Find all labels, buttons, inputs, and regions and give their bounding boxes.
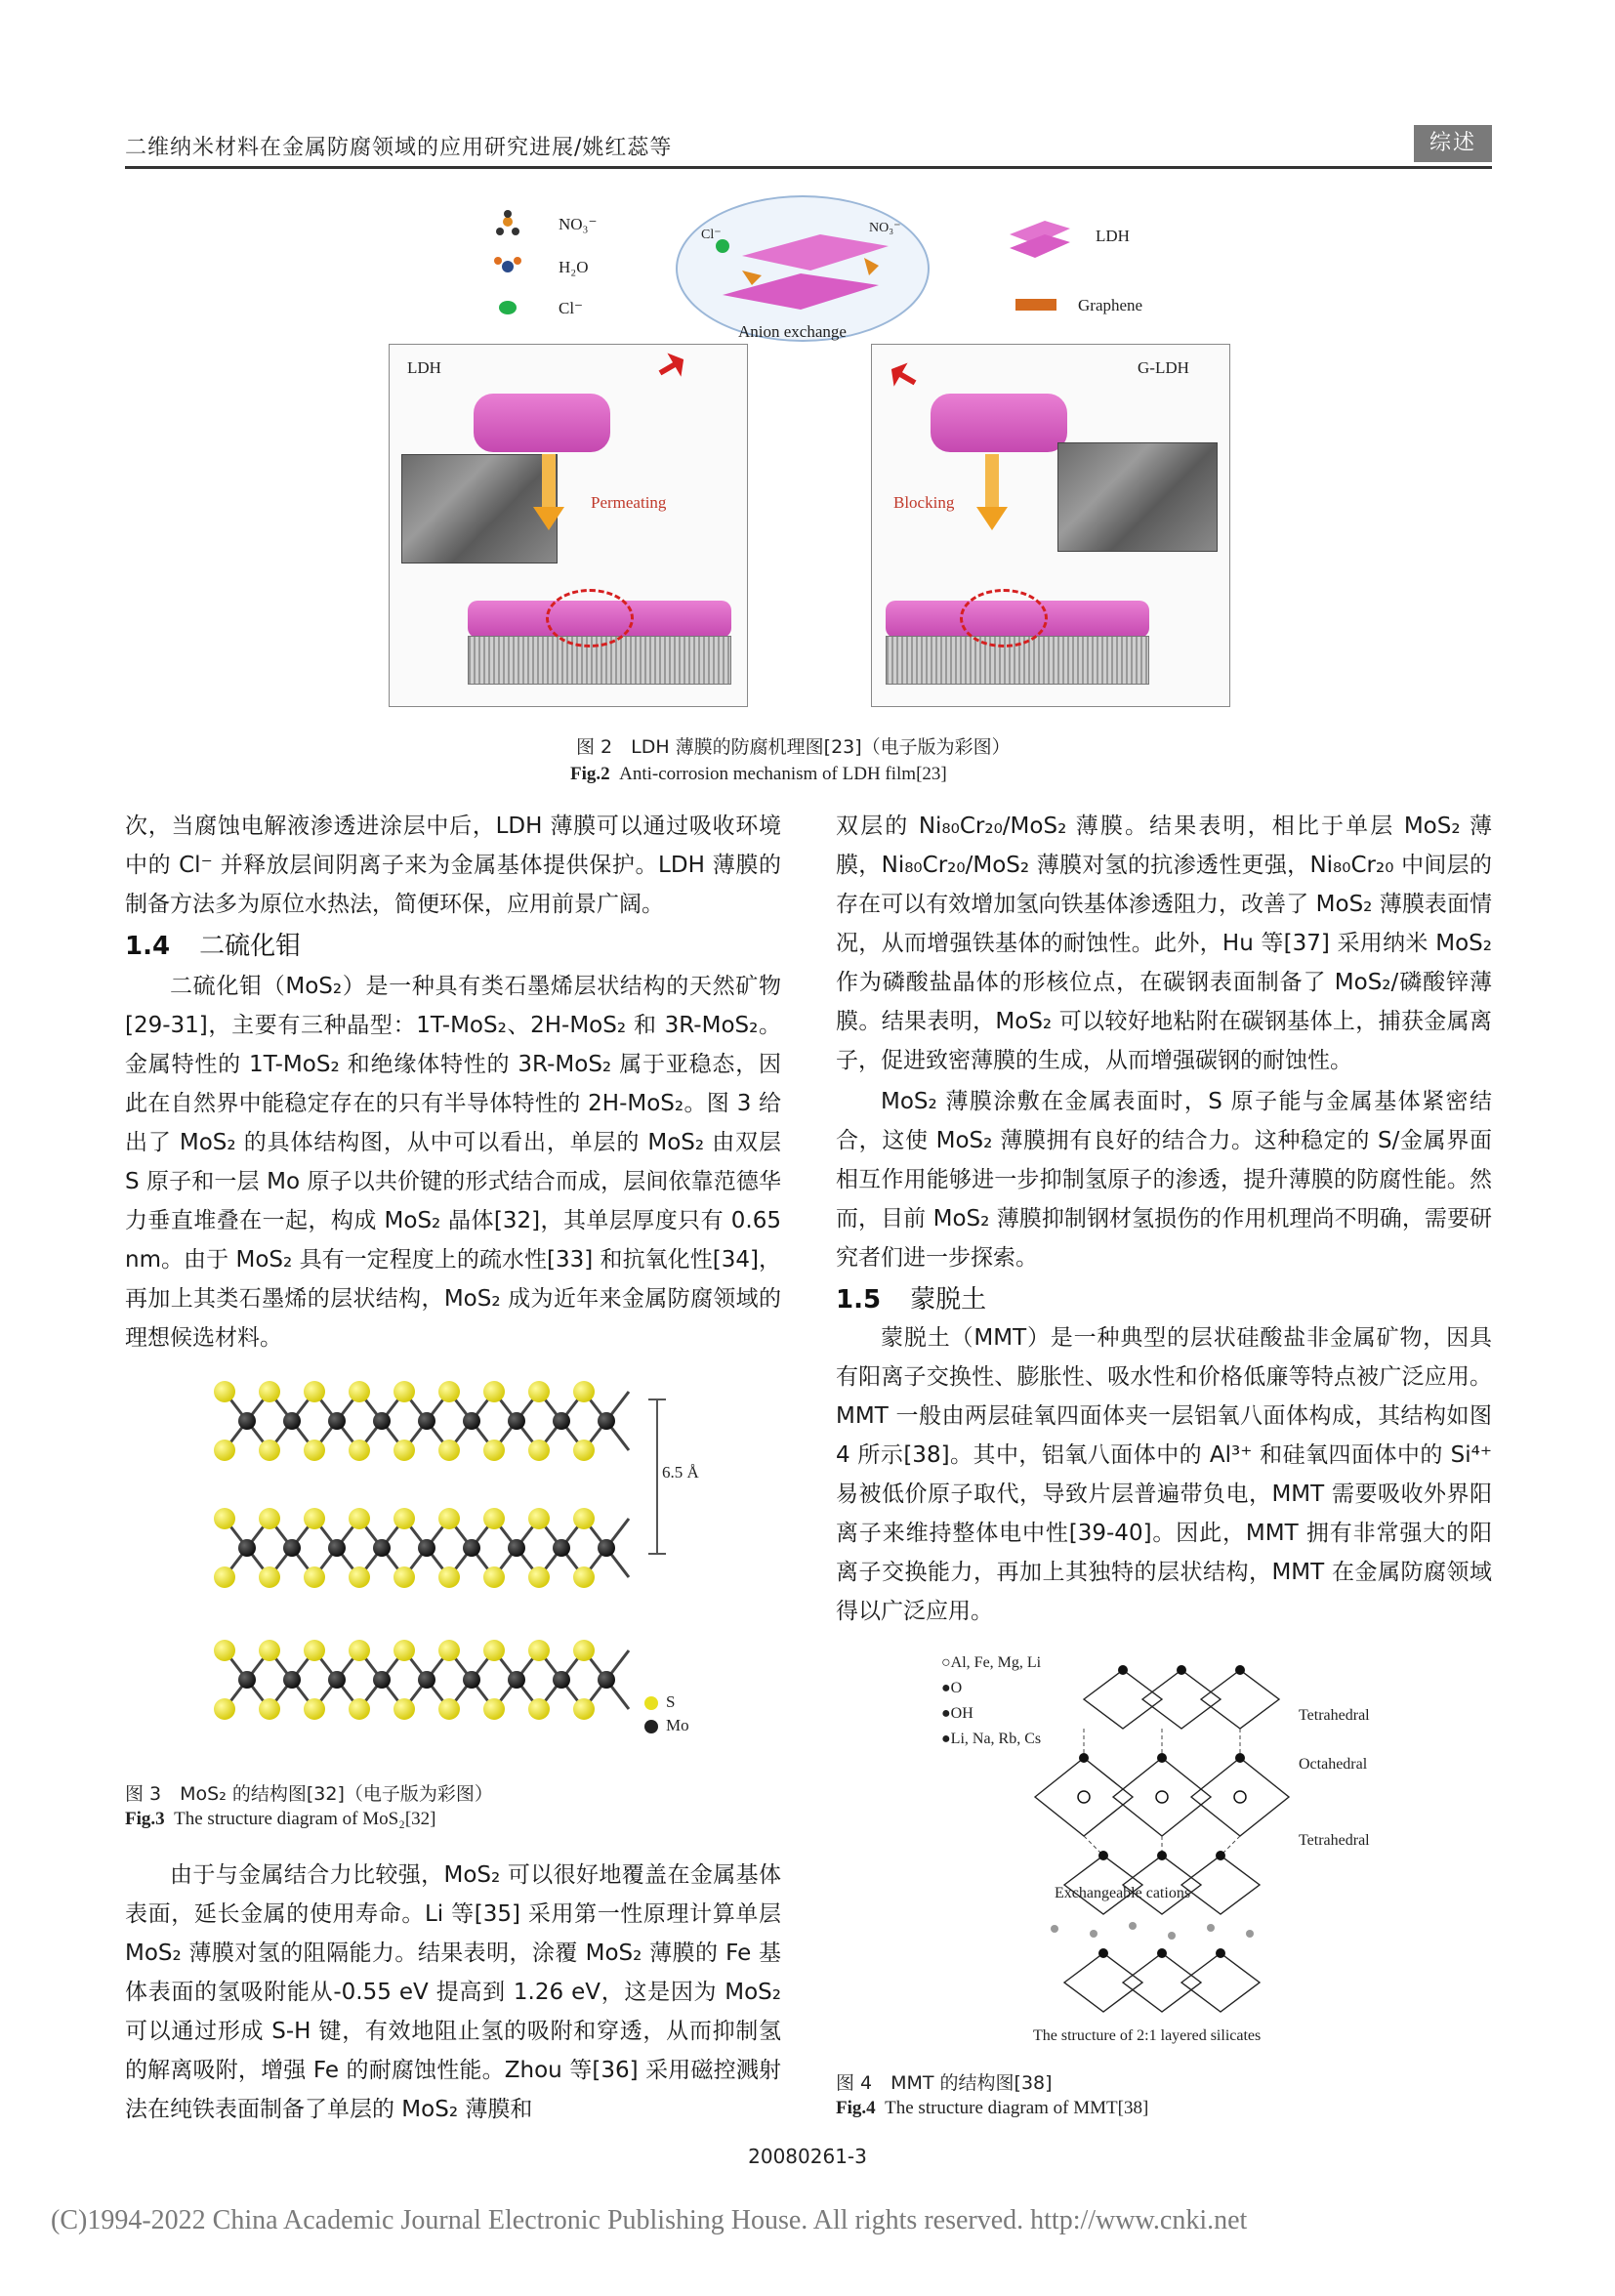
- section-1-5-heading: [836, 1279, 986, 1315]
- tetrahedral-top-label: Tetrahedral: [1299, 1707, 1370, 1724]
- s-atom: [438, 1381, 460, 1402]
- fig4-caption-cn: 图 4 MMT 的结构图[38]: [836, 2072, 1053, 2094]
- s-atom: [214, 1698, 235, 1720]
- mo-atom: [283, 1671, 301, 1689]
- cl-icon: [499, 301, 517, 314]
- s-atom: [483, 1566, 505, 1588]
- mo-atom: [238, 1412, 256, 1430]
- s-atom: [528, 1508, 550, 1529]
- fig4-caption-en-prefix: Fig.4: [836, 2098, 876, 2118]
- left-para-3-text: 由于与金属结合力比较强，MoS₂ 可以很好地覆盖在金属基体表面，延长金属的使用寿命。Li 等[35] 采用第一性原理计算单层 MoS₂ 薄膜对氢的阻隔能力。结果表明，涂覆 MoS₂ 薄膜的 Fe 基体表面的氢吸附能从-0.55 eV 提高到 1.26 eV，这是因为 MoS₂ 可以通过形成 S-H 键，有效地阻止氢的吸附和穿透，从而抑制氢的解离吸附，增强 Fe 的耐腐蚀性能。Zhou 等[36] 采用磁控溅射法在纯铁表面制备了单层的 MoS₂ 薄膜和: [125, 1862, 781, 2122]
- s-atom: [214, 1508, 235, 1529]
- s-atom: [304, 1640, 325, 1661]
- section-1-4-title: 二硫化钼: [199, 932, 302, 961]
- mo-atom: [373, 1412, 391, 1430]
- g-ldh-film-top: [931, 394, 1067, 452]
- blocking-highlight: [960, 589, 1048, 647]
- s-atom: [259, 1566, 280, 1588]
- s-atom: [259, 1440, 280, 1461]
- fig3-caption-cn: 图 3 MoS₂ 的结构图[32]（电子版为彩图）: [125, 1783, 493, 1805]
- s-atom: [483, 1508, 505, 1529]
- s-atom: [214, 1640, 235, 1661]
- spacing-bracket-bottom: [648, 1553, 666, 1555]
- center-cl: Cl⁻: [701, 228, 722, 242]
- mo-atom: [463, 1539, 480, 1557]
- s-atom: [573, 1640, 595, 1661]
- exchangeable-cations-label: Exchangeable cations: [1055, 1885, 1191, 1901]
- legend-ldh: LDH: [1096, 227, 1130, 245]
- running-header-title: 二维纳米材料在金属防腐领域的应用研究进展/姚红蕊等: [125, 136, 673, 160]
- sem-image-right: [1057, 442, 1218, 552]
- red-arrow-icon: [653, 348, 690, 385]
- anion-exchange-label: Anion exchange: [738, 322, 847, 341]
- s-atom: [214, 1566, 235, 1588]
- legend-oxygen: ●O: [941, 1680, 963, 1696]
- mo-atom: [418, 1539, 435, 1557]
- fig2-caption-en-text: Anti-corrosion mechanism of LDH film[23]: [619, 764, 947, 784]
- s-atom: [349, 1381, 370, 1402]
- blocking-arrow-shaft: [985, 454, 999, 509]
- s-atom: [438, 1508, 460, 1529]
- s-atom-icon: [644, 1696, 658, 1710]
- legend-no3: NO₃⁻: [559, 215, 598, 233]
- spacing-bracket-top: [648, 1398, 666, 1400]
- mo-atom: [553, 1412, 570, 1430]
- ldh-film-top: [474, 394, 610, 452]
- fig4-caption-en-text: The structure diagram of MMT[38]: [885, 2098, 1149, 2118]
- s-atom: [438, 1566, 460, 1588]
- blocking-arrow-icon: [976, 507, 1008, 530]
- copyright-notice: (C)1994-2022 China Academic Journal Electronic Publishing House. All rights reserved. http://www.cnki.net: [51, 2205, 1248, 2235]
- right-para-3-text: 蒙脱土（MMT）是一种典型的层状硅酸盐非金属矿物，因具有阳离子交换性、膨胀性、吸水性和价格低廉等特点被广泛应用。MMT 一般由两层硅氧四面体夹一层铝氧八面体构成，其结构如图 4 所示[38]。其中，铝氧八面体中的 Al³⁺ 和硅氧四面体中的 Si⁴⁺ 易被低价原子取代，导致片层普遍带负电，MMT 需要吸收外界阳离子来维持整体电中性[39-40]。因此，MMT 拥有非常强大的阳离子交换能力，再加上其独特的层状结构，MMT 在金属防腐领域得以广泛应用。: [836, 1325, 1492, 1624]
- s-atom: [438, 1440, 460, 1461]
- section-tag: 综述: [1414, 125, 1492, 162]
- s-atom: [528, 1566, 550, 1588]
- s-atom: [349, 1640, 370, 1661]
- fig2-legend-icons: [488, 210, 547, 327]
- mmt-subtitle: The structure of 2:1 layered silicates: [1033, 2027, 1262, 2044]
- right-para-2-text: MoS₂ 薄膜涂敷在金属表面时，S 原子能与金属基体紧密结合，这使 MoS₂ 薄膜拥有良好的结合力。这种稳定的 S/金属界面相互作用能够进一步抑制氢原子的渗透，提升薄膜的防腐性能。然而，目前 MoS₂ 薄膜抑制钢材氢损伤的作用机理尚不明确，需要研究者们进一步探索。: [836, 1089, 1492, 1271]
- fig3-caption-en-prefix: Fig.3: [125, 1809, 165, 1829]
- s-atom: [483, 1381, 505, 1402]
- s-atom: [393, 1566, 415, 1588]
- mo-atom: [508, 1539, 525, 1557]
- mo-atom: [328, 1539, 346, 1557]
- right-para-1: [836, 807, 1492, 1080]
- s-atom: [393, 1698, 415, 1720]
- fig2-caption-en: [570, 764, 947, 785]
- permeation-highlight: [546, 589, 634, 647]
- s-atom: [259, 1381, 280, 1402]
- permeating-arrow-shaft: [542, 454, 556, 509]
- mo-atom: [373, 1671, 391, 1689]
- right-para-1-text: 双层的 Ni₈₀Cr₂₀/MoS₂ 薄膜。结果表明，相比于单层 MoS₂ 薄膜，Ni₈₀Cr₂₀/MoS₂ 薄膜对氢的抗渗透性更强，Ni₈₀Cr₂₀ 中间层的存在可以有效增加氢向铁基体渗透阻力，改善了 MoS₂ 薄膜表面情况，从而增强铁基体的耐蚀性。此外，Hu 等[37] 采用纳米 MoS₂ 作为磷酸盐晶体的形核位点，在碳钢表面制备了 MoS₂/磷酸锌薄膜。结果表明，MoS₂ 可以较好地粘附在碳钢基体上，捕获金属离子，促进致密薄膜的生成，从而增强碳钢的耐蚀性。: [836, 814, 1492, 1073]
- mo-atom: [373, 1539, 391, 1557]
- s-atom: [393, 1508, 415, 1529]
- mo-atom: [283, 1539, 301, 1557]
- fig2-caption-cn: 图 2 LDH 薄膜的防腐机理图[23]（电子版为彩图）: [576, 736, 1011, 758]
- mos2-spacing: 6.5 Å: [662, 1463, 699, 1482]
- graphene-icon: [1015, 299, 1056, 311]
- left-para-3: [125, 1856, 781, 2129]
- s-atom: [349, 1566, 370, 1588]
- s-atom: [573, 1440, 595, 1461]
- legend-graphene: Graphene: [1078, 296, 1143, 314]
- mo-atom: [238, 1539, 256, 1557]
- center-no3: NO₃⁻: [869, 221, 901, 235]
- page-number: 20080261-3: [748, 2145, 867, 2168]
- left-para-2-text: 二硫化钼（MoS₂）是一种具有类石墨烯层状结构的天然矿物[29-31]，主要有三种晶型：1T-MoS₂、2H-MoS₂ 和 3R-MoS₂。金属特性的 1T-MoS₂ 和绝缘体特性的 3R-MoS₂ 属于亚稳态，因此在自然界中能稳定存在的只有半导体特性的 2H-MoS₂。图 3 给出了 MoS₂ 的具体结构图，从中可以看出，单层的 MoS₂ 由双层 S 原子和一层 Mo 原子以共价键的形式结合而成，层间依靠范德华力垂直堆叠在一起，构成 MoS₂ 晶体[32]，其单层厚度只有 0.65 nm。由于 MoS₂ 具有一定程度上的疏水性[33] 和抗氧化性[34]，再加上其类石墨烯的层状结构，MoS₂ 成为近年来金属防腐领域的理想候选材料。: [125, 974, 781, 1351]
- s-atom: [528, 1440, 550, 1461]
- mo-atom: [418, 1671, 435, 1689]
- s-atom: [528, 1381, 550, 1402]
- red-arrow-icon-right: [885, 357, 922, 395]
- mo-atom: [508, 1671, 525, 1689]
- s-atom: [528, 1698, 550, 1720]
- blocking-label: Blocking: [893, 493, 955, 512]
- s-atom: [349, 1440, 370, 1461]
- section-1-5-title: 蒙脱土: [910, 1285, 987, 1315]
- h2o-icon: [494, 257, 521, 272]
- permeating-label: Permeating: [591, 493, 667, 512]
- s-atom: [304, 1440, 325, 1461]
- mo-atom: [463, 1671, 480, 1689]
- tetrahedral-bottom-label: Tetrahedral: [1299, 1832, 1370, 1849]
- fig3-caption-en: [125, 1809, 435, 1830]
- s-atom: [438, 1698, 460, 1720]
- mo-atom: [463, 1412, 480, 1430]
- running-header: [125, 125, 1492, 164]
- fig2-caption-en-prefix: Fig.2: [570, 764, 610, 784]
- left-para-1-text: 次，当腐蚀电解液渗透进涂层中后，LDH 薄膜可以通过吸收环境中的 Cl⁻ 并释放层间阴离子来为金属基体提供保护。LDH 薄膜的制备方法多为原位水热法，简便环保，应用前景广阔。: [125, 814, 781, 917]
- s-atom: [259, 1508, 280, 1529]
- mo-atom: [238, 1671, 256, 1689]
- fig4-caption-en: [836, 2098, 1148, 2119]
- s-atom: [214, 1381, 235, 1402]
- s-atom: [573, 1698, 595, 1720]
- g-ldh-panel: [871, 344, 1230, 707]
- s-atom: [259, 1640, 280, 1661]
- right-para-3: [836, 1318, 1492, 1631]
- s-atom: [483, 1640, 505, 1661]
- s-atom: [393, 1640, 415, 1661]
- s-atom: [528, 1640, 550, 1661]
- left-para-2: [125, 967, 781, 1357]
- s-atom: [304, 1566, 325, 1588]
- legend-mo: Mo: [666, 1716, 689, 1734]
- s-atom: [304, 1698, 325, 1720]
- mo-atom: [598, 1539, 615, 1557]
- section-1-4-number: 1.4: [125, 932, 171, 961]
- g-ldh-panel-label: G-LDH: [1138, 358, 1189, 377]
- ldh-panel: [389, 344, 748, 707]
- mo-atom: [283, 1412, 301, 1430]
- s-atom: [393, 1381, 415, 1402]
- spacing-bracket: [656, 1398, 658, 1555]
- s-atom: [259, 1698, 280, 1720]
- s-atom: [573, 1508, 595, 1529]
- s-atom: [349, 1508, 370, 1529]
- right-para-2: [836, 1082, 1492, 1277]
- legend-hydroxyl: ●OH: [941, 1705, 973, 1722]
- s-atom: [304, 1381, 325, 1402]
- mo-atom: [553, 1539, 570, 1557]
- s-atom: [483, 1440, 505, 1461]
- mo-atom: [553, 1671, 570, 1689]
- mo-atom: [508, 1412, 525, 1430]
- mo-atom: [598, 1412, 615, 1430]
- header-rule: [125, 166, 1492, 169]
- legend-s: S: [666, 1692, 676, 1711]
- mmt-structure: [996, 1660, 1308, 2031]
- legend-exchange-cations: ●Li, Na, Rb, Cs: [941, 1731, 1042, 1747]
- s-atom: [573, 1381, 595, 1402]
- legend-cl: Cl⁻: [559, 299, 584, 317]
- s-atom: [438, 1640, 460, 1661]
- octahedral-label: Octahedral: [1299, 1756, 1368, 1773]
- s-atom: [573, 1566, 595, 1588]
- mo-atom: [598, 1671, 615, 1689]
- mo-atom: [418, 1412, 435, 1430]
- s-atom: [393, 1440, 415, 1461]
- s-atom: [483, 1698, 505, 1720]
- mo-atom-icon: [644, 1720, 658, 1733]
- s-atom: [304, 1508, 325, 1529]
- ldh-panel-label: LDH: [407, 358, 441, 377]
- no3-icon: [496, 210, 519, 235]
- mo-atom: [328, 1671, 346, 1689]
- legend-h2o: H₂O: [559, 258, 589, 276]
- s-atom: [214, 1440, 235, 1461]
- mo-atom: [328, 1412, 346, 1430]
- mos2-structure: [205, 1372, 635, 1763]
- section-1-5-number: 1.5: [836, 1285, 882, 1315]
- fig2-legend-icons-right: [1006, 215, 1074, 322]
- section-1-4-heading: [125, 926, 301, 962]
- s-atom: [349, 1698, 370, 1720]
- permeating-arrow-icon: [533, 507, 564, 530]
- legend-cations-1: ○Al, Fe, Mg, Li: [941, 1654, 1042, 1671]
- fig3-caption-en-text: The structure diagram of MoS₂[32]: [174, 1809, 436, 1829]
- left-para-1: [125, 807, 781, 924]
